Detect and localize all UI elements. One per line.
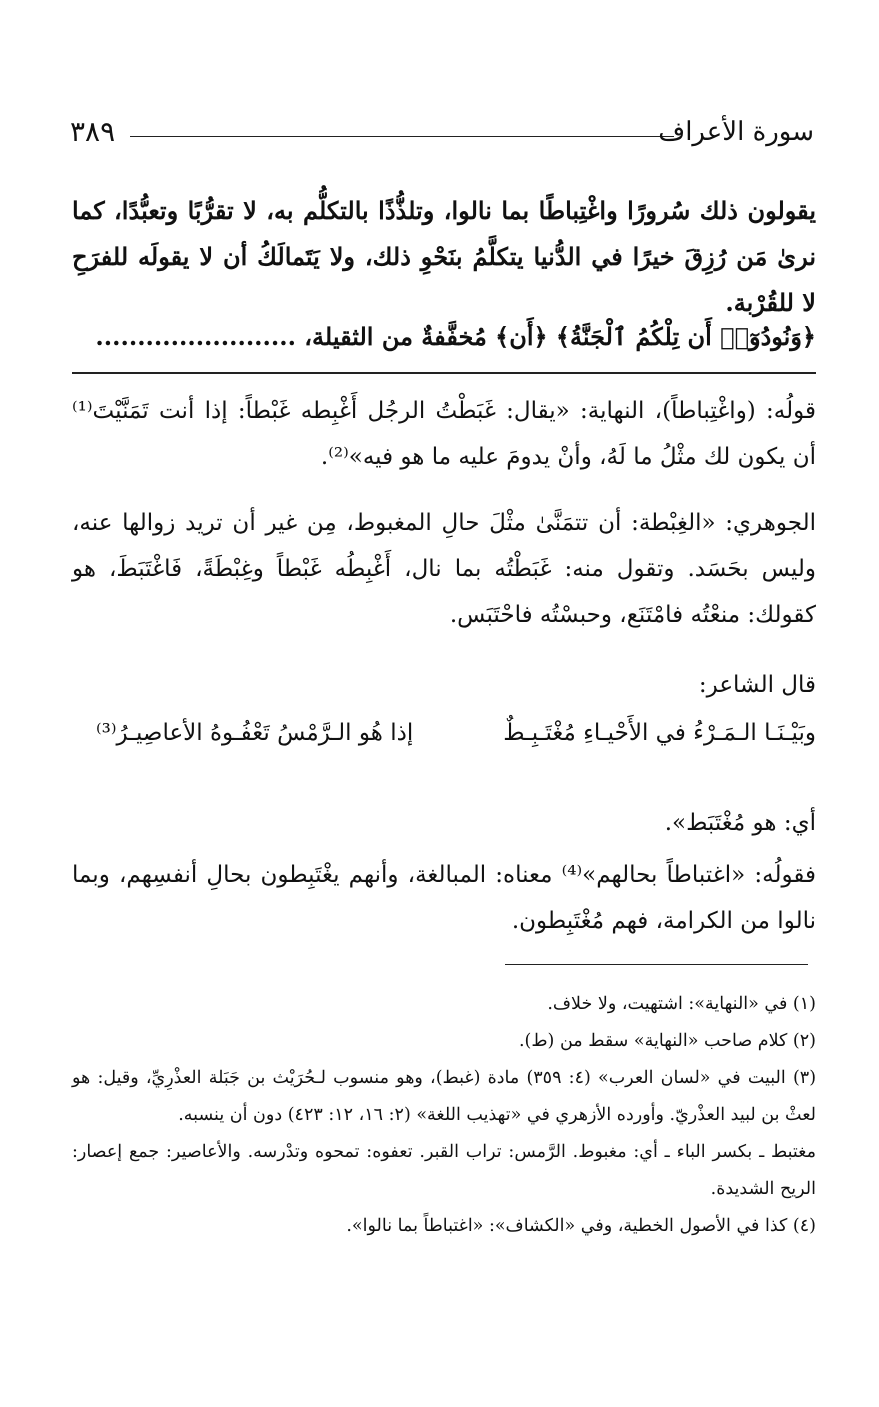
footnote-1: (١) في «النهاية»: اشتهيت، ولا خلاف. — [547, 994, 816, 1014]
commentary-paragraph-1: قولُه: (واغْتِباطاً)، النهاية: «يقال: غَبَطْتُ الرجُل أَغْبِطه غَبْطاً: إذا أنت تَمَنَّيْتَ⁽¹⁾ أن يكون لك مثْلُ ما لَهُ، وأنْ يدومَ عليه ما هو فيه»⁽²⁾. — [72, 398, 816, 470]
page-header — [70, 112, 814, 152]
page-number: ٣٨٩ — [70, 115, 116, 148]
footnotes — [72, 986, 816, 1245]
main-text-paragraph: يقولون ذلك سُرورًا واغْتِباطًا بما نالوا، وتلذُّذًا بالتكلُّم به، لا تقرُّبًا وتعبُّدًا، كما نرىٰ مَن رُزِقَ خيرًا في الدُّنيا يتكلَّمُ بنَحْوِ ذلك، ولا يَتَمالَكُ أن لا يقولَه للفرَحِ لا للقُرْبة. — [72, 196, 816, 317]
header-rule — [130, 136, 674, 137]
footnote-3: (٣) البيت في «لسان العرب» (٤: ٣٥٩) مادة (غبط)، وهو منسوب لـحُرَيْث بن جَبَلة العذْرِيِّ، وقيل: هو لعثْ بن لبيد العذْريّ. وأورده الأزهري في «تهذيب اللغة» (٢: ١٦، ١٢: ٤٢٣) دون أن ينسبه. — [72, 1068, 817, 1125]
footnote-2: (٢) كلام صاحب «النهاية» سقط من (ط). — [518, 1031, 816, 1051]
footnote-divider — [505, 964, 808, 965]
verse-line: ﴿وَنُودُوٓا۟ أَن تِلْكُمُ ٱلْجَنَّةُ﴾ ﴿أَن﴾ مُخفَّفةٌ من الثقيلة، ........................ — [95, 322, 816, 351]
sura-name: سورة الأعراف — [658, 117, 814, 147]
commentary-paragraph-4: أي: هو مُغْتَبَط». — [664, 810, 816, 836]
poem-verse — [72, 710, 816, 756]
poem-second-hemistich: إذا هُو الـرَّمْسُ تَعْفُـوهُ الأعاصِيـرُ⁽³⁾ — [96, 720, 414, 746]
poet-intro: قال الشاعر: — [698, 672, 816, 698]
commentary-paragraph-2: الجوهري: «الغِبْطة: أن تتمَنَّىٰ مثْلَ حالِ المغبوط، مِن غير أن تريد زوالها عنه، وليس بحَسَد. وتقول منه: غَبَطْتُه بما نال، أَغْبِطُه غَبْطاً وغِبْطَةً، فَاغْتَبَطَ، هو كقولك: منعْتُه فامْتَنَع، وحبسْتُه فاحْتَبَس. — [72, 510, 816, 628]
main-text-divider — [72, 372, 816, 374]
poem-first-hemistich: وبَيْـنَـا الـمَـرْءُ في الأَحْيـاءِ مُغْتَـبِـطٌ — [503, 720, 816, 746]
commentary-paragraph-5: فقولُه: «اغتباطاً بحالهم»⁽⁴⁾ معناه: المبالغة، وأنهم يغْتَبِطون بحالِ أنفسِهم، وبما نالوا من الكرامة، فهم مُغْتَبِطون. — [72, 862, 816, 934]
footnote-3-continued: مغتبط ـ بكسر الباء ـ أي: مغبوط. الرَّمس: تراب القبر. تعفوه: تمحوه وتدْرسه. والأعاصير: جمع إعصار: الريح الشديدة. — [72, 1142, 816, 1199]
footnote-4: (٤) كذا في الأصول الخطية، وفي «الكشاف»: «اغتباطاً بما نالوا». — [346, 1216, 816, 1236]
